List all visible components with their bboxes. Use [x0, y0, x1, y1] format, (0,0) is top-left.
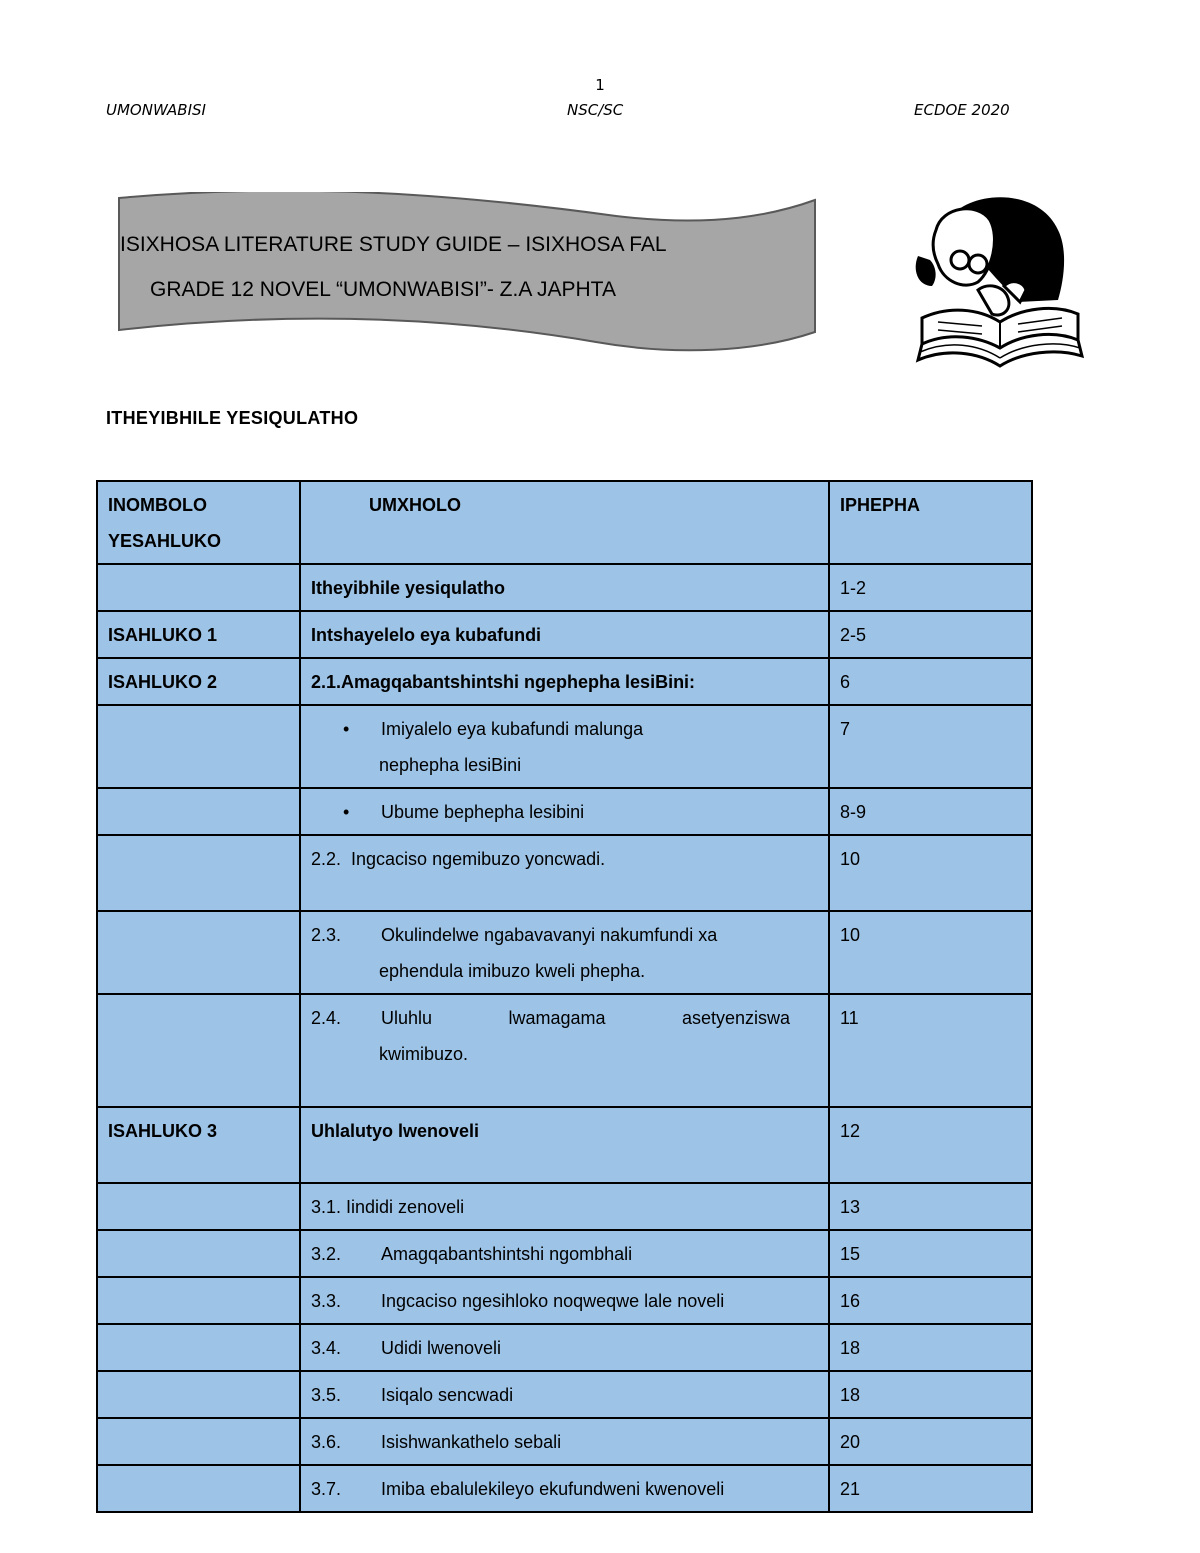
row-number: 3.2. — [311, 1244, 342, 1264]
row-topic — [300, 788, 829, 835]
row-page: 12 — [829, 1107, 1032, 1183]
row-number: 2.3. — [311, 925, 342, 945]
row-topic-text: Amagqabantshintshi ngombhali — [381, 1244, 633, 1264]
row-topic-text: Udidi lwenoveli — [381, 1338, 502, 1358]
row-page: 15 — [829, 1230, 1032, 1277]
row-chapter — [97, 1183, 300, 1230]
row-topic — [300, 1230, 829, 1277]
row-chapter — [97, 564, 300, 611]
table-row — [97, 788, 1032, 835]
row-topic: 2.2. Ingcaciso ngemibuzo yoncwadi. — [300, 835, 829, 911]
row-topic-line2: kwimibuzo. — [379, 1044, 469, 1064]
header-page: IPHEPHA — [829, 481, 1032, 564]
row-topic: Intshayelelo eya kubafundi — [300, 611, 829, 658]
row-page: 13 — [829, 1183, 1032, 1230]
banner-title-line2: GRADE 12 NOVEL “UMONWABISI”- Z.A JAPHTA — [150, 278, 616, 301]
row-number: 3.6. — [311, 1432, 342, 1452]
row-chapter — [97, 1418, 300, 1465]
row-page: 18 — [829, 1324, 1032, 1371]
row-page: 8-9 — [829, 788, 1032, 835]
table-row — [97, 1465, 1032, 1512]
row-topic-line1: Okulindelwe ngabavavanyi nakumfundi xa — [381, 925, 718, 945]
table-row — [97, 1183, 1032, 1230]
row-page: 10 — [829, 835, 1032, 911]
row-topic — [300, 1277, 829, 1324]
row-page: 16 — [829, 1277, 1032, 1324]
header-chapter-line1: INOMBOLO — [108, 495, 207, 515]
row-topic: 3.1. Iindidi zenoveli — [300, 1183, 829, 1230]
table-header-row — [97, 481, 1032, 564]
row-page: 1-2 — [829, 564, 1032, 611]
table-row — [97, 1324, 1032, 1371]
row-topic-text: Imiba ebalulekileyo ekufundweni kwenoveli — [381, 1479, 725, 1499]
row-page: 7 — [829, 705, 1032, 788]
row-chapter — [97, 835, 300, 911]
table-row — [97, 1371, 1032, 1418]
row-page: 10 — [829, 911, 1032, 994]
row-topic-line1: Imiyalelo eya kubafundi malunga — [381, 719, 644, 739]
table-row — [97, 705, 1032, 788]
row-page: 21 — [829, 1465, 1032, 1512]
row-topic-line1: Uluhlu lwamagama asetyenziswa — [381, 1008, 790, 1028]
row-chapter — [97, 705, 300, 788]
banner-title-line1: ISIXHOSA LITERATURE STUDY GUIDE – ISIXHOSA FAL — [120, 233, 667, 256]
table-row — [97, 911, 1032, 994]
header-center: NSC/SC — [567, 101, 624, 119]
table-row — [97, 1277, 1032, 1324]
row-topic-line2: nephepha lesiBini — [379, 755, 522, 775]
table-row — [97, 1107, 1032, 1183]
row-number: 3.4. — [311, 1338, 342, 1358]
row-topic — [300, 994, 829, 1107]
row-chapter — [97, 1277, 300, 1324]
row-page: 18 — [829, 1371, 1032, 1418]
row-topic-text: Isiqalo sencwadi — [381, 1385, 514, 1405]
row-chapter — [97, 1371, 300, 1418]
table-row — [97, 835, 1032, 911]
table-row — [97, 994, 1032, 1107]
row-topic — [300, 1371, 829, 1418]
row-number: 3.5. — [311, 1385, 342, 1405]
row-page: 2-5 — [829, 611, 1032, 658]
row-number: 3.7. — [311, 1479, 342, 1499]
reading-man-illustration — [908, 190, 1084, 380]
row-chapter — [97, 1324, 300, 1371]
row-chapter — [97, 788, 300, 835]
row-number: 2.4. — [311, 1008, 342, 1028]
header-topic: UMXHOLO — [300, 481, 829, 564]
title-banner — [116, 192, 818, 354]
table-row — [97, 1418, 1032, 1465]
row-topic — [300, 911, 829, 994]
row-chapter: ISAHLUKO 1 — [97, 611, 300, 658]
wave-banner-shape — [116, 192, 818, 354]
row-page: 20 — [829, 1418, 1032, 1465]
row-topic — [300, 705, 829, 788]
page-number: 1 — [595, 76, 605, 94]
row-number: 3.3. — [311, 1291, 342, 1311]
table-row — [97, 611, 1032, 658]
row-topic — [300, 1465, 829, 1512]
row-topic: Itheyibhile yesiqulatho — [300, 564, 829, 611]
row-chapter — [97, 1230, 300, 1277]
row-topic-text: Isishwankathelo sebali — [381, 1432, 562, 1452]
row-chapter — [97, 1465, 300, 1512]
row-topic-text: Ingcaciso ngesihloko noqweqwe lale noveli — [381, 1291, 725, 1311]
table-row — [97, 1230, 1032, 1277]
row-topic-line2: ephendula imibuzo kweli phepha. — [379, 961, 646, 981]
row-topic: Uhlalutyo lwenoveli — [300, 1107, 829, 1183]
row-topic — [300, 1418, 829, 1465]
row-chapter: ISAHLUKO 3 — [97, 1107, 300, 1183]
section-heading: ITHEYIBHILE YESIQULATHO — [106, 408, 359, 428]
row-page: 11 — [829, 994, 1032, 1107]
row-chapter: ISAHLUKO 2 — [97, 658, 300, 705]
row-chapter — [97, 911, 300, 994]
header-right: ECDOE 2020 — [914, 101, 1010, 119]
header-chapter-number — [97, 481, 300, 564]
row-chapter — [97, 994, 300, 1107]
bullet-icon: • — [343, 719, 350, 739]
header-left: UMONWABISI — [106, 101, 206, 119]
row-topic: 2.1.Amagqabantshintshi ngephepha lesiBini: — [300, 658, 829, 705]
header-chapter-line2: YESAHLUKO — [108, 531, 222, 551]
table-row — [97, 564, 1032, 611]
table-of-contents — [96, 480, 1033, 1513]
row-topic-text: Ubume bephepha lesibini — [381, 802, 585, 822]
row-page: 6 — [829, 658, 1032, 705]
table-row — [97, 658, 1032, 705]
bullet-icon: • — [343, 802, 350, 822]
row-topic — [300, 1324, 829, 1371]
